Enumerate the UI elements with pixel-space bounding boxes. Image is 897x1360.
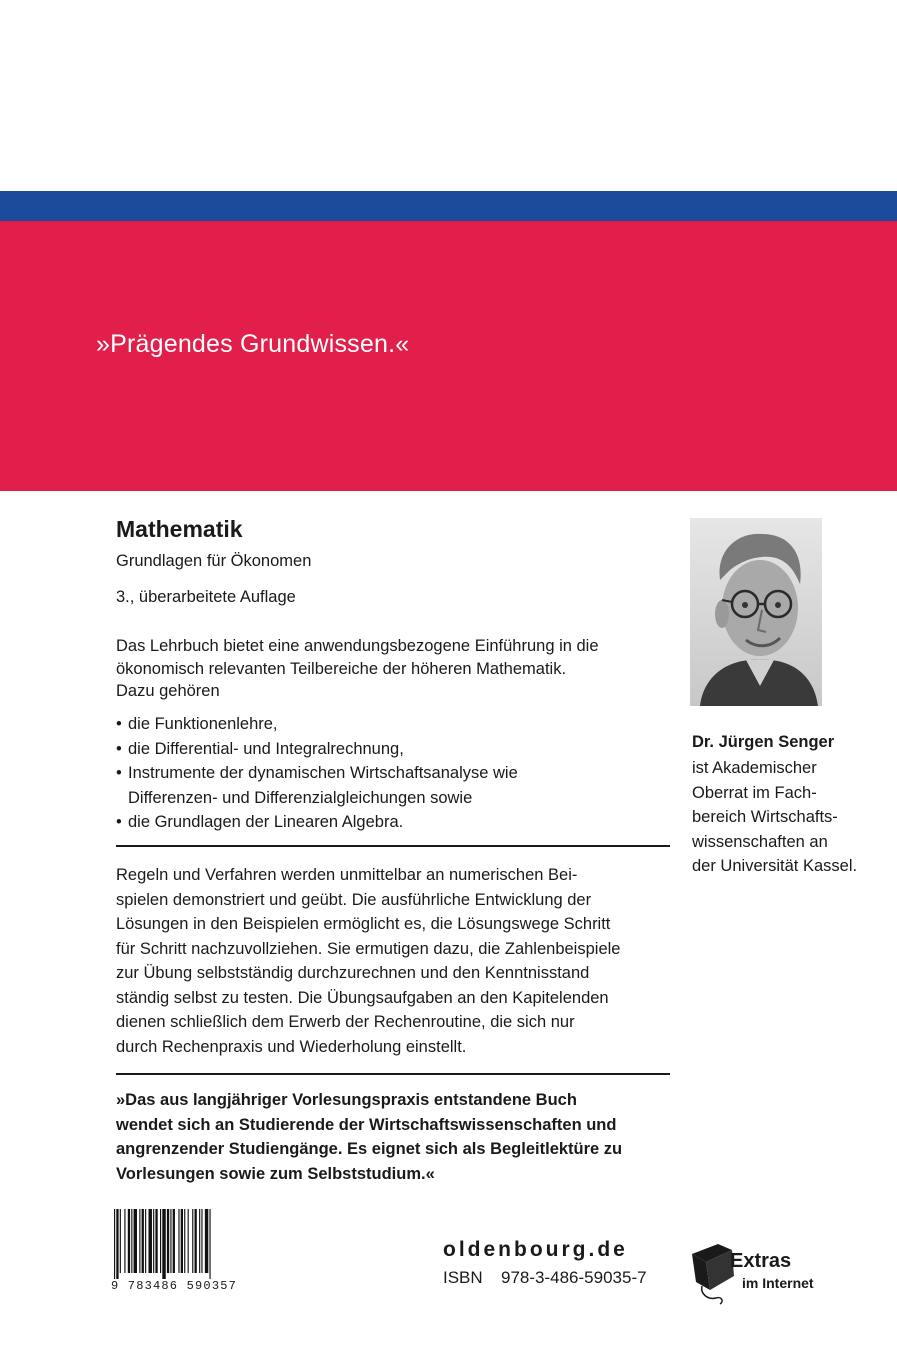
author-photo [690, 518, 822, 706]
barcode-bar [153, 1209, 154, 1273]
barcode-bar [195, 1209, 197, 1273]
blue-stripe [0, 191, 897, 221]
isbn-label: ISBN [443, 1268, 483, 1287]
author-name: Dr. Jürgen Senger [692, 733, 835, 751]
barcode-bar [192, 1209, 193, 1273]
list-item: • die Differential- und Integralrechnung, [116, 737, 676, 762]
barcode-bar [162, 1209, 165, 1279]
barcode-bar [184, 1209, 185, 1273]
barcode-bar [155, 1209, 157, 1273]
barcode-icon [114, 1209, 246, 1279]
barcode-bar [178, 1209, 179, 1273]
topic-list [116, 712, 676, 835]
divider [116, 1073, 670, 1075]
extras-logo [688, 1236, 844, 1306]
barcode-bar [120, 1209, 121, 1273]
barcode-bar [209, 1209, 210, 1279]
bullet-icon: • [116, 813, 122, 831]
intro-line: Das Lehrbuch bietet eine anwendungsbezogene Einführung in die [116, 637, 599, 655]
extras-subtitle: im Internet [742, 1275, 814, 1291]
intro-paragraph [116, 635, 676, 703]
barcode-bar [160, 1209, 161, 1273]
isbn-line [443, 1268, 647, 1288]
barcode-bar [149, 1209, 152, 1273]
bullet-icon: • [116, 739, 122, 758]
barcode-bar [128, 1209, 130, 1273]
barcode-bar [131, 1209, 132, 1273]
book-title: Mathematik [116, 516, 243, 542]
barcode-digits: 9 783486 590357 [111, 1279, 238, 1293]
barcode-bar [199, 1209, 200, 1273]
list-item: • die Funktionenlehre, [116, 712, 676, 737]
divider [116, 845, 670, 847]
extras-title: Extras [730, 1250, 792, 1272]
barcode-bar [173, 1209, 175, 1273]
barcode-bar [205, 1209, 208, 1273]
book-edition: 3., überarbeitete Auflage [116, 588, 296, 606]
barcode-bar [116, 1209, 118, 1279]
bullet-icon: • [116, 764, 122, 782]
book-subtitle: Grundlagen für Ökonomen [116, 552, 312, 570]
list-item: • die Grundlagen der Linearen Algebra. [116, 810, 676, 835]
barcode-bar [142, 1209, 144, 1273]
barcode-bar [145, 1209, 146, 1273]
intro-line: ökonomisch relevanten Teilbereiche der höheren Mathematik. [116, 659, 567, 678]
blurb-quote: »Das aus langjähriger Vorlesungspraxis entstandene Buch wendet sich an Studierende der Wirtschaftswissenschaften und angrenzender Studiengänge. Es eignet sich als Begleitlektüre zu Vorlesungen sowie zum Selbststudium.« [116, 1091, 623, 1183]
tagline: »Prägendes Grundwissen.« [96, 330, 410, 358]
publisher-url[interactable]: oldenbourg.de [443, 1238, 628, 1261]
author-bio: ist Akademischer Oberrat im Fach- bereich Wirtschafts- wissenschaften an der Universität Kassel. [692, 759, 858, 875]
bullet-icon: • [116, 715, 122, 733]
barcode-bar [181, 1209, 183, 1273]
isbn-number: 978-3-486-59035-7 [501, 1268, 647, 1287]
barcode-bar [167, 1209, 169, 1273]
barcode-bar [170, 1209, 171, 1273]
author-portrait-icon [690, 518, 822, 706]
barcode-bar [139, 1209, 140, 1273]
isbn-barcode [111, 1209, 248, 1295]
barcode-bar [188, 1209, 189, 1273]
barcode-bar [134, 1209, 137, 1273]
barcode-bar [124, 1209, 125, 1273]
barcode-bar [201, 1209, 202, 1273]
list-item: • Instrumente der dynamischen Wirtschaftsanalyse wie Differenzen- und Differenzialgleichungen sowie [116, 761, 676, 810]
body-paragraph: Regeln und Verfahren werden unmittelbar an numerischen Bei- spielen demonstriert und geübt. Die ausführliche Entwicklung der Lösungen in den Beispielen ermöglicht es, die Lösungswege Schritt für Schritt nachzuvollziehen. Sie ermutigen dazu, die Zahlenbeispiele zur Übung selbstständig durchzurechnen und den Kenntnisstand ständig selbst zu testen. Die Übungsaufgaben an den Kapitelenden dienen schließlich dem Erwerb der Rechenroutine, die sich nur durch Rechenpraxis und Wiederholung einstellt. [116, 866, 621, 1056]
intro-line: Dazu gehören [116, 682, 220, 700]
barcode-bar [114, 1209, 115, 1279]
